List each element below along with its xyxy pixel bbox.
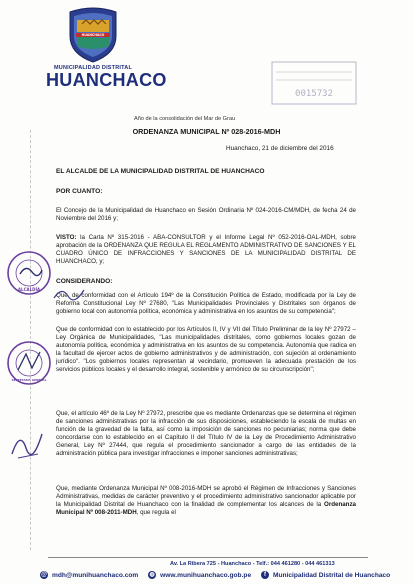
paragraph-visto (56, 234, 356, 266)
year-motto: Año de la consolidación del Mar de Grau (134, 116, 236, 122)
footer-email-item[interactable] (40, 572, 142, 579)
city-name: HUANCHACO (46, 70, 167, 90)
email-icon: @ (41, 572, 47, 578)
por-cuanto-heading: POR CUANTO: (56, 188, 103, 195)
footer-email: mdh@munihuanchaco.com (52, 571, 139, 579)
initial-mark (52, 284, 88, 304)
paragraph-considerando-2: Que de conformidad con lo establecido por los Artículos II, IV y VII del Título Preliminar de la ley Nº 27972 – Ley Orgánica de Municipalidades, "Las municipalidades distritales, como gobiernos locales gozan de autonomía política, económica y administrativa en los asuntos de su competencia. Autonomía que radica en la facultad de ejercer actos de gobierno administrativos y de administración, con sujeción al ordenamiento jurídico". "Los gobiernos locales representan al vecindario, promueven la adecuada prestación de los servicios públicos locales y el desarrollo integral, sostenible y armónico de su circunscripción"; (56, 326, 356, 374)
considerando-heading: CONSIDERANDO: (56, 278, 113, 285)
municipal-logo (46, 6, 167, 90)
visto-text: la Carta Nº 315-2016 - ABA-CONSULTOR y el Informe Legal Nº 052-2016-OAL-MDH, sobre aprobación de la ORDENANZA QUE REGULA EL REGLAMENTO ADMINISTRATIVO DE SANCIONES Y EL CUADRO ÚNICO DE INFRACCIONES Y SANCIONES DE LA MUNICIPALIDAD DISTRITAL DE HUANCHACO, y; (56, 234, 356, 266)
seal-1-label: ALCALDÍA (17, 287, 41, 292)
paragraph-session: El Concejo de la Municipalidad de Huanchaco en Sesión Ordinaria Nº 024-2016-CM/MDH, de fecha 24 de Noviembre del 2016 y; (56, 207, 356, 223)
secretaria-seal (6, 340, 52, 386)
footer-address: Av. La Ribera 725 - Huanchaco - Telf.: 044 461280 - 044 461313 (170, 561, 335, 567)
footer-facebook: Municipalidad Distrital de Huanchaco (272, 571, 391, 579)
signature-mark (8, 424, 48, 464)
footer-web: www.munihuanchaco.gob.pe (160, 571, 252, 579)
facebook-icon: f (261, 571, 269, 579)
document-title: ORDENANZA MUNICIPAL Nº 028-2016-MDH (132, 127, 281, 136)
footer-divider (48, 557, 368, 558)
stamp-number: 0015732 (295, 89, 333, 99)
globe-icon: ◍ (149, 572, 155, 578)
footer-facebook-item[interactable] (261, 572, 394, 579)
seal-2-label: SECRETARÍA GENERAL (11, 378, 47, 382)
paragraph-considerando-4 (56, 485, 356, 517)
alcaldia-seal (6, 250, 52, 296)
seal-label: HUANCHACO (81, 33, 105, 38)
registry-stamp (270, 58, 358, 108)
c4-text-a: Que, mediante Ordenanza Municipal Nº 008-2016-MDH se aprobó el Régimen de Infracciones y Sanciones Administrativas, medidas de carácter preventivo y el procedimiento administrativo sancionador aplicable por la Municipalidad Distrital de Huanchaco con la finalidad de complementar los alcances de la (56, 485, 356, 509)
page-footer (0, 557, 413, 584)
paragraph-considerando-3: Que, el artículo 46º de la Ley Nº 27972, prescribe que es mediante Ordenanzas que se determina el régimen de sanciones administrativas por la infracción de sus disposiciones, estableciendo la escala de multas en función de la gravedad de la falta, así como la imposición de sanciones no pecuniarias; norma que debe concordarse con lo establecido en el Capítulo II del Título IV de la Ley de Procedimiento Administrativo General, Ley Nº 27444, que regula el procedimiento sancionador a cargo de las entidades de la administración pública para investigar infracciones e imponer sanciones administrativas; (56, 410, 356, 458)
addressee: EL ALCALDE DE LA MUNICIPALIDAD DISTRITAL DE HUANCHACO (56, 168, 265, 175)
municipality-label: MUNICIPALIDAD DISTRITAL (53, 65, 133, 71)
paragraph-considerando-1: Que, de conformidad con el Artículo 194º de la Constitución Política de Estado, modificada por la Ley de Reforma Constitucional Ley Nº 27680, "Las Municipalidades Provinciales y Distritales son órganos de gobierno local con autonomía política, económica y administrativa en los asuntos de su competencia"; (56, 292, 356, 316)
visto-label: VISTO: (56, 234, 77, 241)
c4-ordinance-ref: Ordenanza Municipal Nº 008-2011-MDH (56, 501, 356, 517)
footer-contacts (40, 571, 398, 579)
coat-of-arms-icon (62, 6, 124, 64)
document-date: Huanchaco, 21 de diciembre del 2016 (226, 145, 334, 152)
c4-text-c: , que regula el (136, 509, 176, 517)
footer-web-item[interactable] (148, 572, 255, 579)
